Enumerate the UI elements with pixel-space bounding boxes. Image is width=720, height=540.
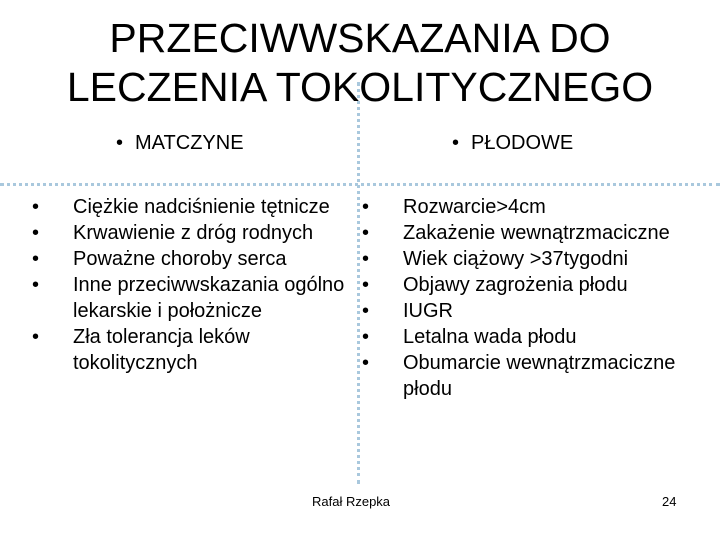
horizontal-divider	[0, 183, 720, 186]
list-item-text: Inne przeciwwskazania ogólno lekarskie i położnicze	[73, 274, 345, 322]
list-item	[358, 324, 718, 350]
list-item-text: IUGR	[403, 300, 453, 322]
list-item-text: Zła tolerancja leków tokolitycznych	[73, 326, 250, 374]
right-column-heading	[452, 130, 573, 156]
list-item	[28, 246, 348, 272]
page-number: 24	[662, 494, 677, 509]
list-item-text: Poważne choroby serca	[73, 248, 287, 270]
right-heading-text: PŁODOWE	[471, 132, 574, 154]
list-item-text: Letalna wada płodu	[403, 326, 577, 348]
list-item	[358, 298, 718, 324]
list-item-text: Objawy zagrożenia płodu	[403, 274, 628, 296]
list-item	[358, 220, 718, 246]
footer-author: Rafał Rzepka	[312, 494, 391, 509]
list-item-text: Krwawienie z dróg rodnych	[73, 222, 314, 244]
left-list	[28, 194, 348, 376]
list-item-text: Obumarcie wewnątrzmaciczne płodu	[403, 352, 676, 400]
bullet: •	[362, 274, 370, 296]
bullet: •	[32, 196, 40, 218]
bullet: •	[116, 132, 124, 154]
bullet: •	[32, 274, 40, 296]
list-item	[28, 220, 348, 246]
bullet: •	[32, 248, 40, 270]
bullet: •	[362, 326, 370, 348]
slide-title-line-2: LECZENIA TOKOLITYCZNEGO	[66, 64, 654, 110]
slide-title	[0, 14, 720, 112]
list-item	[28, 272, 348, 324]
bullet: •	[362, 352, 370, 374]
list-item	[358, 350, 718, 402]
bullet: •	[452, 132, 460, 154]
list-item-text: Ciężkie nadciśnienie tętnicze	[73, 196, 330, 218]
list-item	[358, 246, 718, 272]
bullet: •	[32, 326, 40, 348]
bullet: •	[362, 300, 370, 322]
list-item	[358, 272, 718, 298]
list-item-text: Wiek ciążowy >37tygodni	[403, 248, 629, 270]
bullet: •	[362, 248, 370, 270]
bullet: •	[362, 222, 370, 244]
slide-title-line-1: PRZECIWWSKAZANIA DO	[109, 15, 611, 61]
list-item	[28, 324, 348, 376]
bullet: •	[32, 222, 40, 244]
left-column-heading	[116, 130, 244, 156]
right-list	[358, 194, 718, 402]
list-item	[358, 194, 718, 220]
list-item	[28, 194, 348, 220]
list-item-text: Rozwarcie>4cm	[403, 196, 546, 218]
bullet: •	[362, 196, 370, 218]
list-item-text: Zakażenie wewnątrzmaciczne	[403, 222, 670, 244]
left-heading-text: MATCZYNE	[135, 132, 244, 154]
